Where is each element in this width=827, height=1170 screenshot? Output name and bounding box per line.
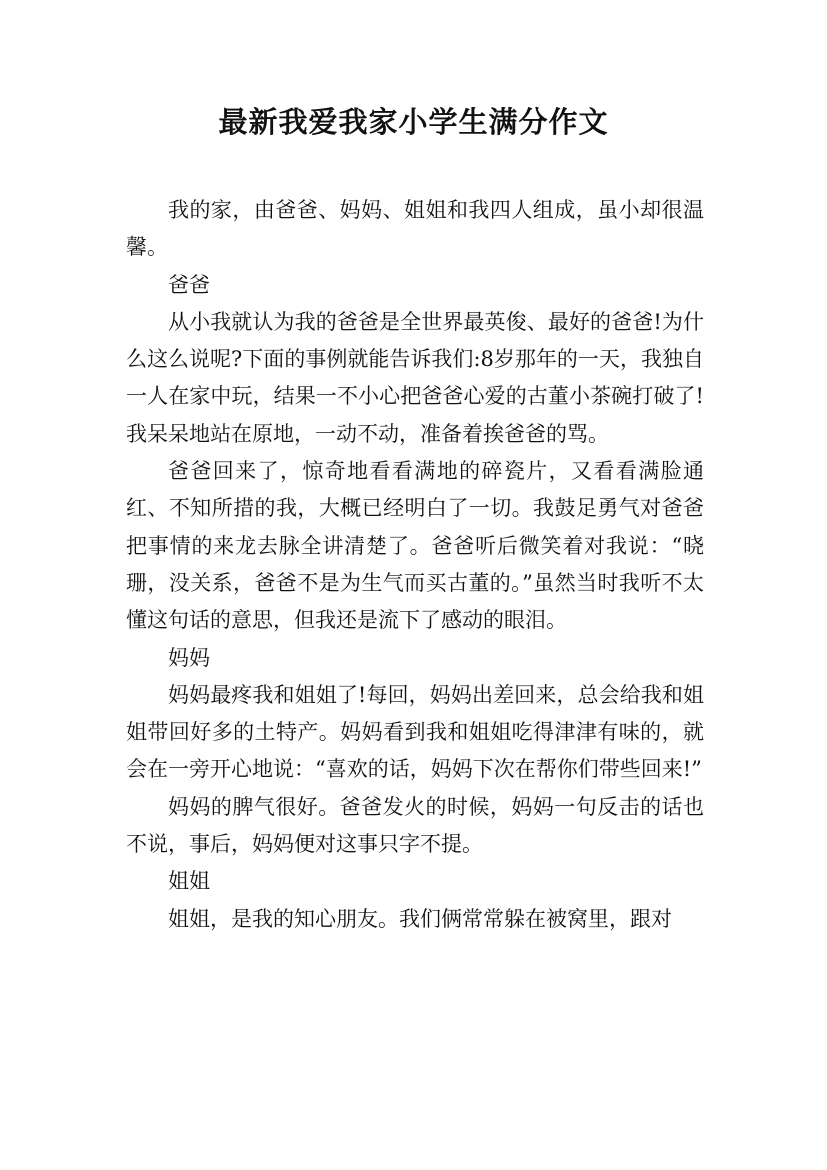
paragraph-sister-1: 姐姐，是我的知心朋友。我们俩常常躲在被窝里，跟对 <box>168 906 672 931</box>
section-heading-sister: 姐姐 <box>168 869 210 894</box>
paragraph-dad-2: 爸爸回来了，惊奇地看看满地的碎瓷片，又看看满脸通红、不知所措的我，大概已经明白了一切。我鼓足勇气对爸爸把事情的来龙去脉全讲清楚了。爸爸听后微笑着对我说：“晓珊，没关系，爸爸不是为生气而买古董的。”虽然当时我听不太懂这句话的意思，但我还是流下了感动的眼泪。 <box>126 459 704 633</box>
section-heading-dad: 爸爸 <box>168 272 210 297</box>
paragraph-dad-1: 从小我就认为我的爸爸是全世界最英俊、最好的爸爸!为什么这么说呢?下面的事例就能告诉我们:8岁那年的一天，我独自一人在家中玩，结果一不小心把爸爸心爱的古董小茶碗打破了!我呆呆地站在原地，一动不动，准备着挨爸爸的骂。 <box>126 309 704 446</box>
document-title: 最新我爱我家小学生满分作文 <box>218 105 609 139</box>
paragraph-mom-2: 妈妈的脾气很好。爸爸发火的时候，妈妈一句反击的话也不说，事后，妈妈便对这事只字不提。 <box>126 794 704 857</box>
document-body <box>126 192 704 938</box>
section-heading-mom: 妈妈 <box>168 645 210 670</box>
paragraph-mom-1: 妈妈最疼我和姐姐了!每回，妈妈出差回来，总会给我和姐姐带回好多的土特产。妈妈看到我和姐姐吃得津津有味的，就会在一旁开心地说：“喜欢的话，妈妈下次在帮你们带些回来!” <box>126 682 704 782</box>
paragraph-intro: 我的家，由爸爸、妈妈、姐姐和我四人组成，虽小却很温馨。 <box>126 198 704 260</box>
